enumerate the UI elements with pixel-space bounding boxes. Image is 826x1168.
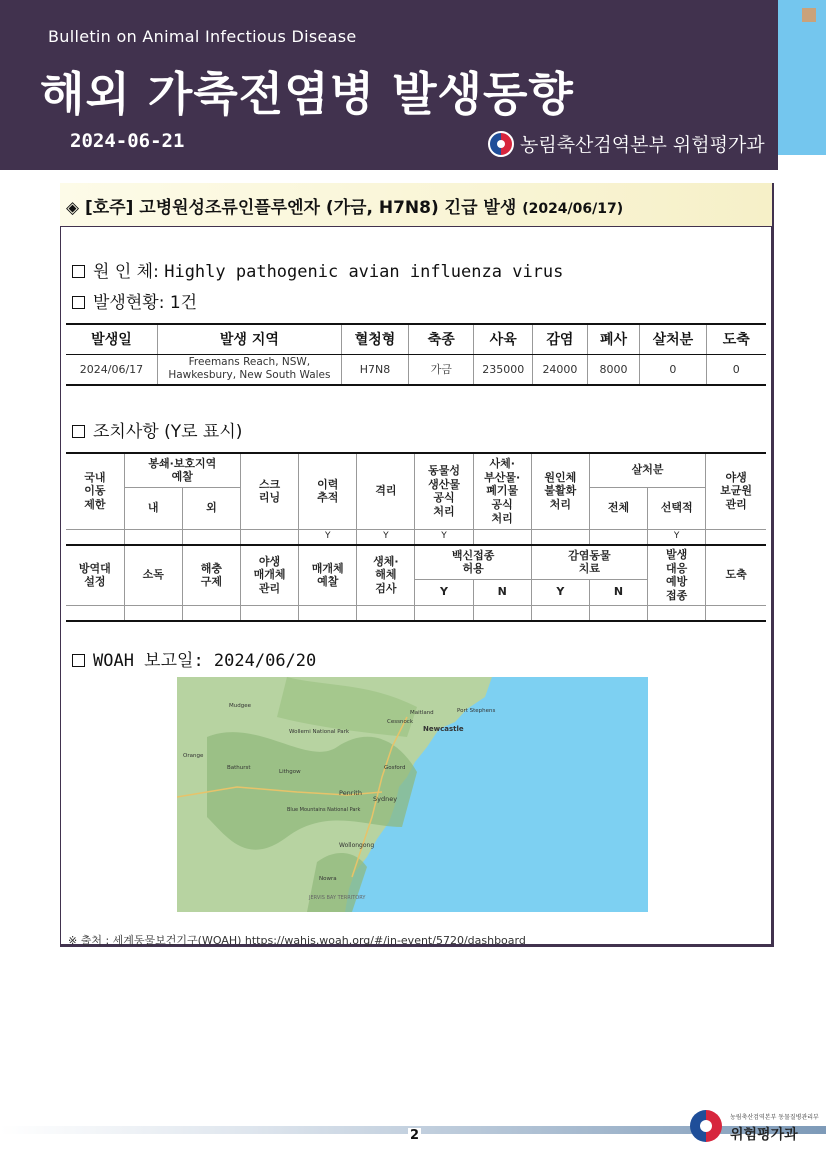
table-header-row	[66, 324, 766, 354]
measure-header: 매개체 예찰	[299, 545, 357, 605]
measure-header: 격리	[357, 453, 415, 529]
page-header	[0, 0, 778, 170]
table-cell: 235000	[474, 354, 533, 385]
measure-header: 발생 대응 예방 접종	[648, 545, 706, 605]
map-label: Cessnock	[387, 719, 414, 725]
table-cell: 2024/06/17	[66, 354, 157, 385]
publish-date: 2024-06-21	[70, 130, 185, 152]
measure-values-row	[66, 529, 766, 545]
measure-value	[124, 529, 182, 545]
pathogen-label: 원 인 체:	[93, 262, 159, 282]
col-header: 발생일	[66, 324, 157, 354]
measure-value	[473, 605, 531, 621]
measure-header: 도축	[706, 545, 766, 605]
banner-date: (2024/06/17)	[522, 201, 624, 217]
table-cell: 가금	[409, 354, 474, 385]
measure-value: Y	[648, 529, 706, 545]
map-label: Mudgee	[229, 703, 251, 709]
measure-value	[531, 605, 589, 621]
table-cell: Freemans Reach, NSW, Hawkesbury, New South Wales	[157, 354, 341, 385]
map-label: Newcastle	[423, 725, 464, 733]
taegeuk-emblem-icon	[488, 131, 514, 157]
measure-header: 이력 추적	[299, 453, 357, 529]
footer-logo-title: 위험평가과	[730, 1127, 798, 1143]
col-header: 도축	[706, 324, 766, 354]
pathogen-value: Highly pathogenic avian influenza virus	[164, 262, 564, 282]
agency-label: 농림축산검역본부 위험평가과	[520, 134, 765, 156]
map-label: Bathurst	[227, 765, 251, 771]
measure-value	[357, 605, 415, 621]
col-header: 혈청형	[341, 324, 408, 354]
map-label: Gosford	[384, 765, 406, 771]
table-cell: 0	[706, 354, 766, 385]
measure-header: 야생 보균원 관리	[706, 453, 766, 529]
measure-subheader: N	[589, 579, 647, 605]
status-line	[72, 288, 197, 313]
measure-subheader: 선택적	[648, 487, 706, 529]
map-label: Penrith	[339, 789, 362, 797]
measure-value	[589, 605, 647, 621]
checkbox-square-icon	[72, 654, 85, 667]
measure-header: 감염동물 치료	[531, 545, 647, 579]
measure-value	[182, 529, 240, 545]
measure-value: Y	[415, 529, 473, 545]
map-label: Blue Mountains National Park	[287, 807, 361, 813]
table-cell: H7N8	[341, 354, 408, 385]
measure-value	[299, 605, 357, 621]
map-label: Maitland	[410, 710, 434, 716]
measure-values-row	[66, 605, 766, 621]
taegeuk-emblem-icon	[690, 1110, 722, 1142]
measure-value	[124, 605, 182, 621]
measure-subheader: N	[473, 579, 531, 605]
measure-subheader: 전체	[589, 487, 647, 529]
measure-header: 소독	[124, 545, 182, 605]
checkbox-square-icon	[72, 296, 85, 309]
bulletin-subtitle: Bulletin on Animal Infectious Disease	[48, 27, 357, 46]
measure-subheader: Y	[415, 579, 473, 605]
woah-report-date: WOAH 보고일: 2024/06/20	[93, 651, 317, 671]
col-header: 발생 지역	[157, 324, 341, 354]
table-cell: 8000	[587, 354, 640, 385]
measure-header: 살처분	[589, 453, 705, 487]
measure-value	[531, 529, 589, 545]
measure-header: 해충 구제	[182, 545, 240, 605]
measure-value	[706, 529, 766, 545]
col-header: 살처분	[640, 324, 706, 354]
report-banner	[60, 183, 772, 227]
measure-subheader: 외	[182, 487, 240, 529]
measures-title: 조치사항 (Y로 표시)	[93, 422, 243, 442]
footer-logo-subtitle: 농림축산검역본부 동물질병관리부	[730, 1114, 819, 1121]
measure-value	[66, 529, 124, 545]
col-header: 감염	[533, 324, 588, 354]
outbreak-map	[177, 677, 648, 912]
map-label: Sydney	[373, 795, 398, 803]
footer-logo	[690, 1106, 820, 1146]
outbreak-table	[66, 323, 766, 386]
measure-value	[240, 605, 298, 621]
page-number: 2	[410, 1128, 420, 1143]
measure-value	[648, 605, 706, 621]
measure-header: 방역대 설정	[66, 545, 124, 605]
measure-value	[66, 605, 124, 621]
table-row	[66, 354, 766, 385]
side-accent-square	[802, 8, 816, 22]
measure-value: Y	[357, 529, 415, 545]
measure-header: 스크 리닝	[240, 453, 298, 529]
measure-value	[415, 605, 473, 621]
table-cell: 0	[640, 354, 706, 385]
woah-line	[72, 646, 316, 671]
map-label: Wollemi National Park	[289, 729, 350, 735]
map-label: Nowra	[319, 876, 337, 882]
measure-header: 야생 매개체 관리	[240, 545, 298, 605]
measure-header: 동물성 생산물 공식 처리	[415, 453, 473, 529]
side-accent-bar	[778, 0, 826, 155]
banner-title: ◈ [호주] 고병원성조류인플루엔자 (가금, H7N8) 긴급 발생	[66, 198, 517, 218]
measure-header: 봉쇄·보호지역 예찰	[124, 453, 240, 487]
pathogen-line	[72, 257, 563, 282]
measures-line	[72, 417, 242, 442]
page-title: 해외 가축전염병 발생동향	[40, 67, 574, 121]
measure-header: 생체· 해체 검사	[357, 545, 415, 605]
map-label: JERVIS BAY TERRITORY	[309, 895, 366, 901]
col-header: 사육	[474, 324, 533, 354]
measures-table	[66, 452, 766, 622]
measure-subheader: 내	[124, 487, 182, 529]
source-footnote: ※ 출처 : 세계동물보건기구(WOAH) https://wahis.woah.org/#/in-event/5720/dashboard	[68, 934, 526, 947]
measure-header: 사체· 부산물· 폐기물 공식 처리	[473, 453, 531, 529]
measure-value: Y	[299, 529, 357, 545]
measure-value	[589, 529, 647, 545]
measure-header: 백신접종 허용	[415, 545, 531, 579]
agency-name	[488, 130, 765, 157]
checkbox-square-icon	[72, 425, 85, 438]
map-label: Lithgow	[279, 769, 301, 775]
measure-header: 원인체 불활화 처리	[531, 453, 589, 529]
table-cell: 24000	[533, 354, 588, 385]
map-label: Wollongong	[339, 842, 375, 849]
measure-value	[240, 529, 298, 545]
checkbox-square-icon	[72, 265, 85, 278]
status-text: 발생현황: 1건	[93, 293, 198, 313]
measure-subheader: Y	[531, 579, 589, 605]
map-label: Port Stephens	[457, 708, 496, 714]
measure-value	[706, 605, 766, 621]
col-header: 폐사	[587, 324, 640, 354]
col-header: 축종	[409, 324, 474, 354]
measure-value	[473, 529, 531, 545]
map-label: Orange	[183, 753, 204, 759]
measure-header: 국내 이동 제한	[66, 453, 124, 529]
measure-value	[182, 605, 240, 621]
